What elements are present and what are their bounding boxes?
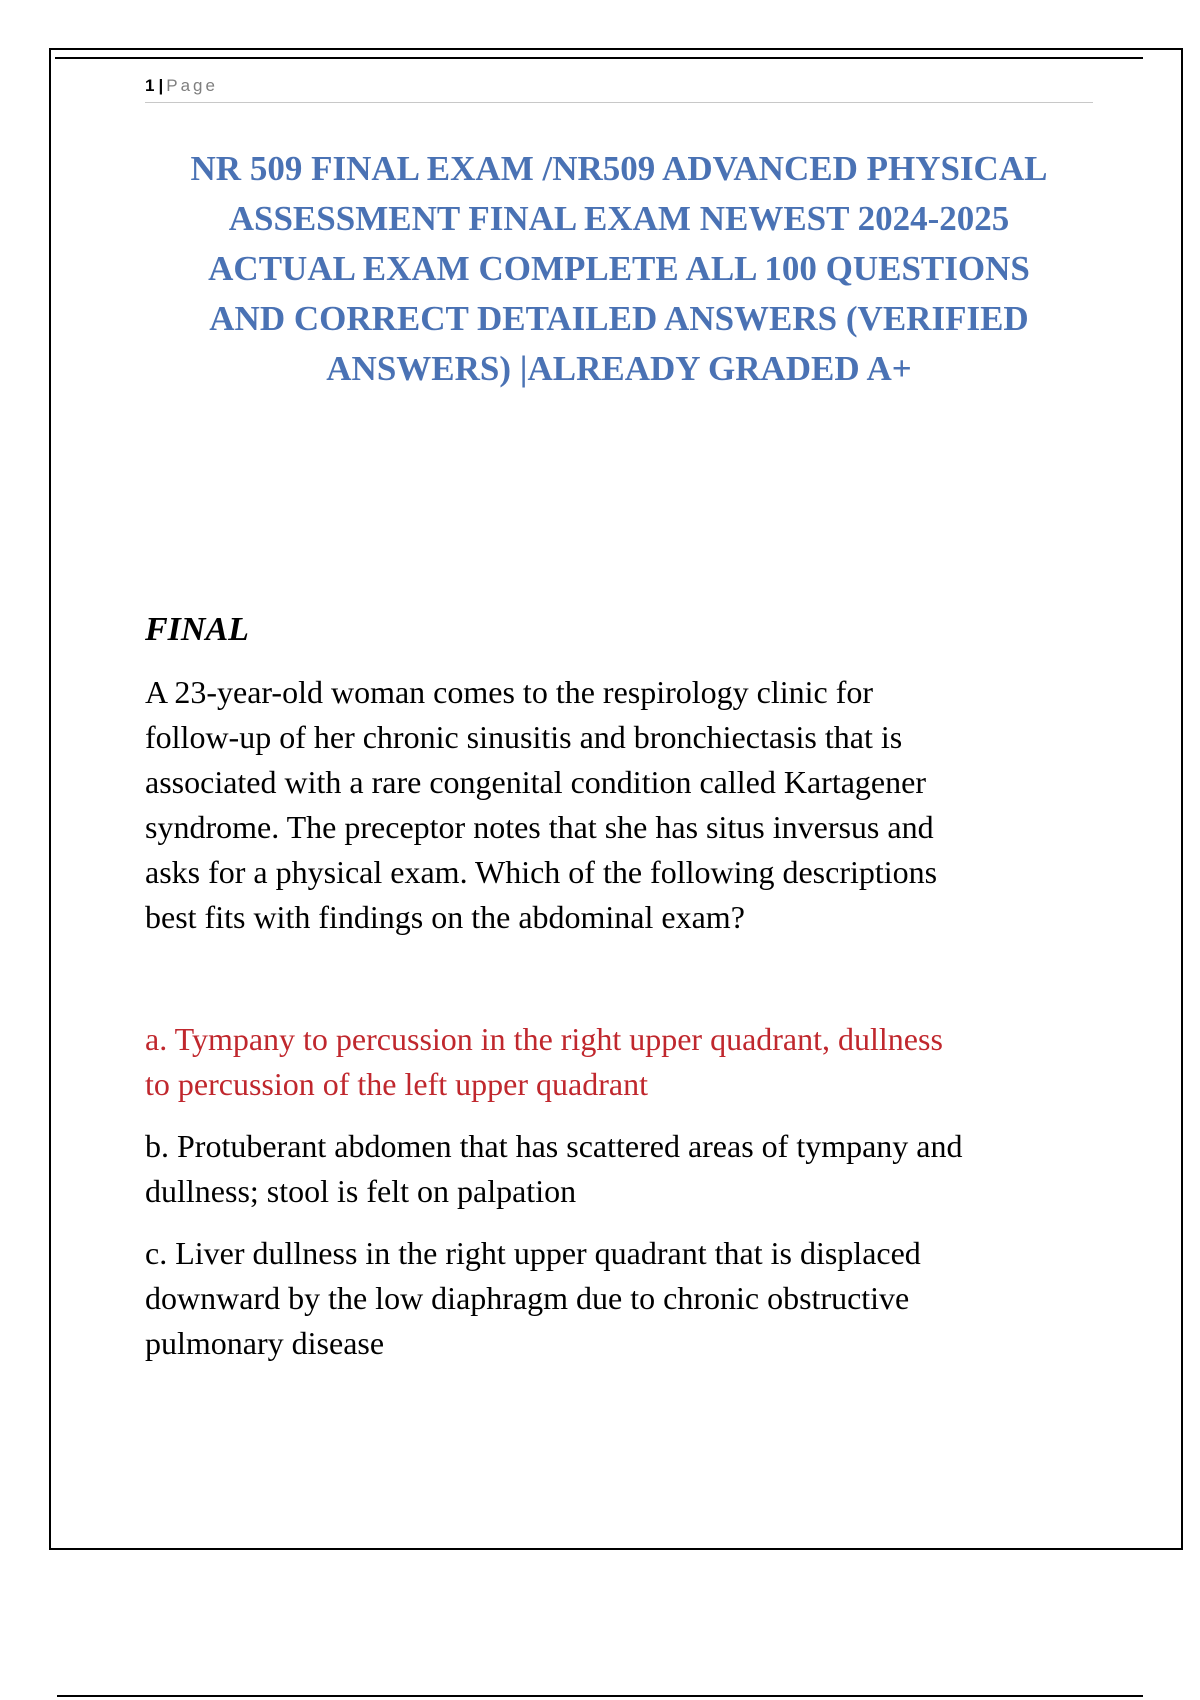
- answer-option-a: a. Tympany to percussion in the right upper quadrant, dullness to percussion of the left upper quadrant: [145, 1021, 943, 1102]
- document-title: NR 509 FINAL EXAM /NR509 ADVANCED PHYSICAL ASSESSMENT FINAL EXAM NEWEST 2024-2025 ACTUAL EXAM COMPLETE ALL 100 QUESTIONS AND CORRECT DETAILED ANSWERS (VERIFIED ANSWERS) |ALREADY GRADED A+: [190, 149, 1048, 388]
- question-text: A 23-year-old woman comes to the respirology clinic for follow-up of her chronic sinusitis and bronchiectasis that is associated with a rare congenital condition called Kartagener syndrome. The preceptor notes that she has situs inversus and asks for a physical exam. Which of the following descriptions best fits with findings on the abdominal exam?: [145, 674, 938, 935]
- page-number: 1: [145, 76, 155, 95]
- answer-option-b: b. Protuberant abdomen that has scattered areas of tympany and dullness; stool is felt on palpation: [145, 1128, 963, 1209]
- page-header: [145, 74, 1093, 103]
- page-separator: |: [158, 76, 164, 95]
- top-rule: [55, 57, 1143, 59]
- answer-option-c: c. Liver dullness in the right upper quadrant that is displaced downward by the low diaphragm due to chronic obstructive pulmonary disease: [145, 1235, 921, 1361]
- bottom-rule: [57, 1695, 1143, 1697]
- page-label: Page: [166, 76, 218, 95]
- section-heading: FINAL: [145, 611, 249, 648]
